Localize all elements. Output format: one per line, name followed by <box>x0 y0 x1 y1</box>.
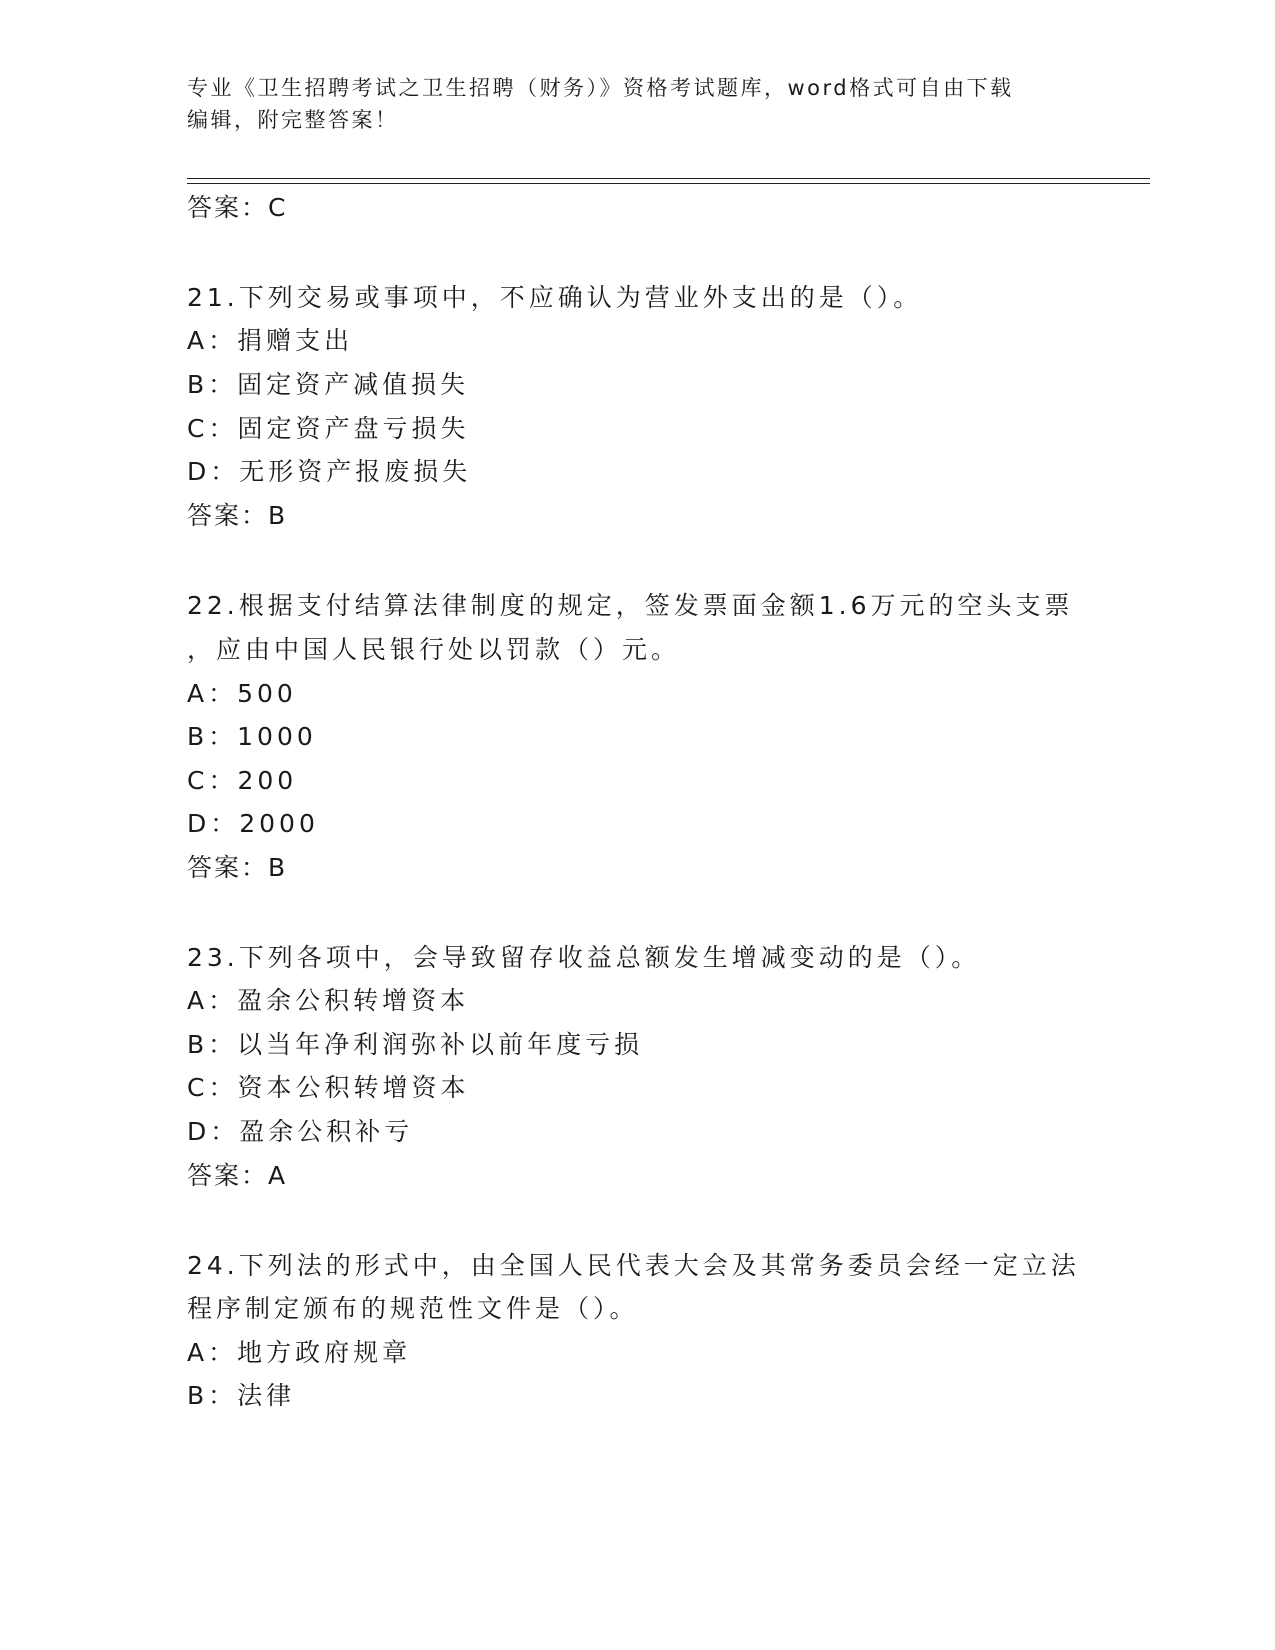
question-stem: 22.根据支付结算法律制度的规定，签发票面金额1.6万元的空头支票 <box>187 591 1074 620</box>
question-stem-continued: ，应由中国人民银行处以罚款（）元。 <box>187 635 681 664</box>
header-divider-top <box>187 178 1150 179</box>
option-b: B：1000 <box>187 722 317 751</box>
option-b: B：法律 <box>187 1381 296 1410</box>
question-stem: 24.下列法的形式中，由全国人民代表大会及其常务委员会经一定立法 <box>187 1251 1080 1280</box>
header-divider-bottom <box>187 183 1150 184</box>
answer-line: 答案：A <box>187 1161 288 1190</box>
question-stem-continued: 程序制定颁布的规范性文件是（）。 <box>187 1294 639 1323</box>
option-d: D：2000 <box>187 809 319 838</box>
option-a: A：500 <box>187 679 297 708</box>
question-stem: 23.下列各项中，会导致留存收益总额发生增减变动的是（）。 <box>187 943 981 972</box>
option-b: B：固定资产减值损失 <box>187 370 470 399</box>
option-a: A：盈余公积转增资本 <box>187 986 470 1015</box>
answer-line: 答案：B <box>187 853 288 882</box>
option-c: C：200 <box>187 766 298 795</box>
answer-line: 答案：B <box>187 501 288 530</box>
option-a: A：地方政府规章 <box>187 1338 412 1367</box>
header-line-1: 专业《卫生招聘考试之卫生招聘（财务）》资格考试题库，word格式可自由下载 <box>187 76 1014 100</box>
answer-line: 答案：C <box>187 193 288 222</box>
option-c: C：资本公积转增资本 <box>187 1073 470 1102</box>
option-c: C：固定资产盘亏损失 <box>187 414 470 443</box>
option-d: D：盈余公积补亏 <box>187 1117 414 1146</box>
option-a: A：捐赠支出 <box>187 326 354 355</box>
option-b: B：以当年净利润弥补以前年度亏损 <box>187 1030 644 1059</box>
document-header <box>187 72 1067 136</box>
question-stem: 21.下列交易或事项中，不应确认为营业外支出的是（）。 <box>187 283 923 312</box>
header-line-2: 编辑，附完整答案！ <box>187 108 399 132</box>
option-d: D：无形资产报废损失 <box>187 457 472 486</box>
